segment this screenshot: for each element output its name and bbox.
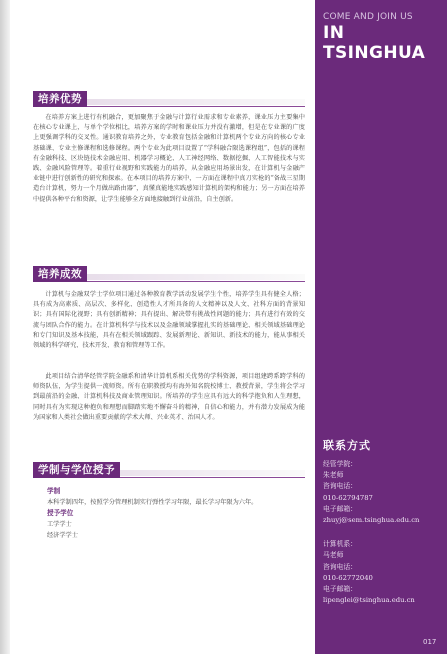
sem-name: 经管学院： (323, 460, 357, 468)
duration-text: 本科学制四年，按照学分管理机制实行弹性学习年限，最长学习年限为六年。 (47, 499, 258, 506)
cs-name: 计算机系： (323, 540, 357, 549)
sem-email-label: 电子邮箱： (323, 504, 357, 513)
cs-email[interactable]: lipenglei@tsinghua.edu.cn (323, 596, 415, 605)
cs-person: 马老师 (323, 551, 344, 560)
sem-email[interactable]: zhuyj@sem.tsinghua.edu.cn (323, 516, 420, 525)
section-header-advantage (33, 91, 305, 111)
section-header-outcome (33, 266, 305, 286)
sem-phone-label: 咨询电话： (323, 482, 357, 491)
contact-title: 联系方式 (323, 439, 371, 452)
section-header-degree (33, 462, 305, 482)
sem-person: 朱老师 (323, 471, 344, 480)
degree-label: 授予学位 (47, 509, 74, 517)
sidebar-panel (315, 0, 447, 654)
section-title-advantage: 培养优势 (33, 91, 87, 107)
section-title-degree: 学制与学位授予 (33, 462, 120, 478)
advantage-paragraph: 在培养方案上进行有机融合，更加聚焦于金融与计算行业需求和专业素养，课业压力主要集中在核心专业课上，与单个学位相比，培养方案的学时和课业压力并没有激增，但是在专业课的广度上更强调学科的交叉性。通识教育培养之外，专业教育包括金融和计算机两个专业方向的核心专业基础课、专业主修课程和选修课程。两个专业为此项目设置了“学科融合限选课程组”，包括的课程有金融科技、区块链技术金融应用、机器学习概论、人工神经网络、数据挖掘、人工智能技术与实践、金融风险管理等。着重行业视野和实践能力的培养，从金融应用场景出发，在计算机与金融产业链中进行创新性的研究和探索。在本项目的培养方案中，一方面在课程中真刀实枪的“备战三星期造台计算机，努力一个月做出路由器”，真懂真能地实践感知计算机的架构和能力；另一方面在培养中提供各种平台和资源，让学生能够全方面地接触到行业前沿，自主创新。 (33, 114, 305, 203)
outcome-paragraph-2: 此项目结合清华经管学院金融系和清华计算机系相关优势的学科资源，项目组建跨系跨学科的师资队伍，为学生提供一流师资。所有在职教授均有海外知名院校博士、教授背景，学生将会学习到最前沿的金融、计算机科技及商业管理知识。所培养的学生应具有远大的科学抱负和人生理想，同时具有为实现这种抱负和理想而脚踏实地不懈奋斗的精神，自信心和能力，并有潜力发展成为能为国家和人类社会做出重要贡献的学术大师、兴业英才、治国人才。 (33, 373, 305, 421)
cs-phone-label: 咨询电话： (323, 562, 357, 571)
sem-phone: 010-62794787 (323, 493, 373, 502)
outcome-paragraph-1: 计算机与金融双学士学位项目通过各种教育教学活动发展学生个性，培养学生具有健全人格；具有成为高素质、高层次、多样化、创造性人才所具备的人文精神以及人文、社科方面的背景知识；具有国际化视野；具有创新精神；具有提出、解决带有挑战性问题的能力；具有进行有效的交流与团队合作的能力。在计算机科学与技术以及金融领域掌握扎实的基础理论、相关领域基础理论和专门知识及基本技能，具有在相关领域跟踪、发展新理论、新知识、新技术的能力，能从事相关领域的科学研究、技术开发、教育和管理等工作。 (33, 291, 305, 350)
degree-block (47, 486, 305, 541)
contact-block (323, 459, 445, 606)
banner-line2: IN TSINGHUA (323, 23, 426, 63)
cs-email-label: 电子邮箱： (323, 585, 357, 594)
duration-label: 学制 (47, 487, 61, 495)
banner-line1: COME AND JOIN US (323, 12, 413, 22)
degree-item-1: 工学学士 (47, 521, 72, 528)
section-title-outcome: 培养成效 (33, 266, 87, 282)
cs-phone: 010-62772040 (323, 573, 373, 582)
left-edge-strip (0, 0, 10, 654)
degree-item-2: 经济学学士 (47, 532, 78, 539)
page-number: 017 (423, 638, 437, 646)
